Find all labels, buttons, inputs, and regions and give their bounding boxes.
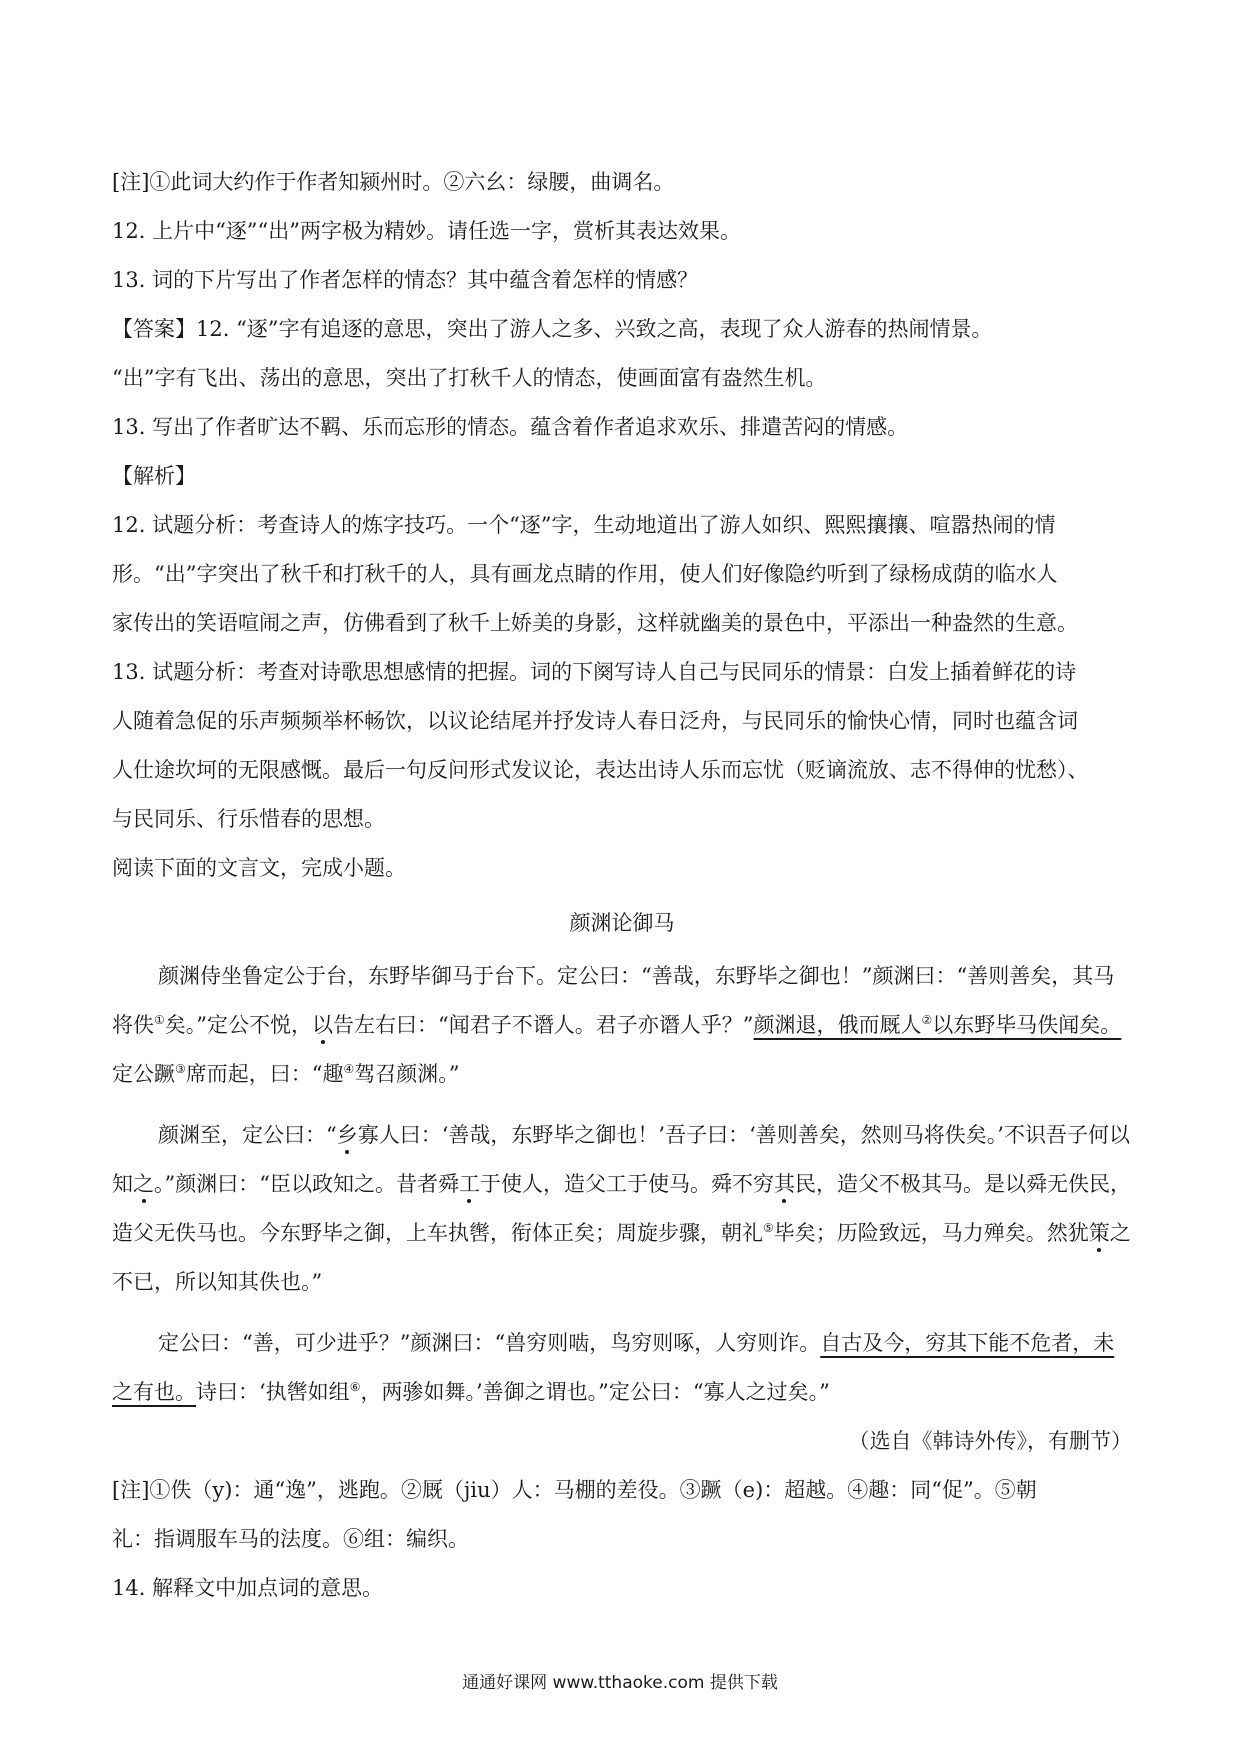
analysis-13-line: 人仕途坎坷的无限感慨。最后一句反问形式发议论，表达出诗人乐而忘忧（贬谪流放、志不得伸的忧愁）、: [112, 758, 1089, 782]
dotted-word: 以: [312, 1013, 334, 1037]
analysis-13-line: 与民同乐、行乐惜春的思想。: [112, 807, 385, 831]
analysis-12-line: 家传出的笑语喧闹之声，仿佛看到了秋千上娇美的身影，这样就幽美的景色中，平添出一种盎然的生意。: [112, 611, 1078, 635]
question-12: 12. 上片中“逐”“出”两字极为精妙。请任选一字，赏析其表达效果。: [112, 219, 742, 243]
passage-note-line1: [注]①佚（y)：通“逸”，逃跑。②厩（jiu）人：马棚的差役。③蹶（e)：超越。④趣：同“促”。⑤朝: [112, 1478, 1037, 1502]
passage-source: （选自《韩诗外传》，有删节）: [848, 1429, 1132, 1453]
answer-12-line1: 【答案】12. “逐”字有追逐的意思，突出了游人之多、兴致之高，表现了众人游春的热闹情景。: [112, 317, 993, 341]
passage-paragraph-2: 颜渊至，定公曰：“乡寡人曰：‘善哉，东野毕之御也！’吾子曰：‘善则善矣，然则马将佚矣。’不识吾子何以知之。”颜渊曰：“臣以政知之。昔者舜工于使人，造父工于使马。舜不穷其民，造父不极其马。是以舜无佚民，造父无佚马也。今东野毕之御，上车执辔，衔体正矣；周旋步骤，朝礼⑤毕矣；历险致远，马力殚矣。然犹策之不已，所以知其佚也。”: [112, 1123, 1131, 1294]
analysis-13-line: 13. 试题分析：考查对诗歌思想感情的把握。词的下阕写诗人自己与民同乐的情景：白发上插着鲜花的诗: [112, 660, 1077, 684]
footnote-ref: ③: [175, 1062, 186, 1076]
document-body: [112, 158, 1132, 1613]
dotted-word: 其: [773, 1172, 795, 1196]
passage-paragraph-1: 颜渊侍坐鲁定公于台，东野毕御马于台下。定公曰：“善哉，东野毕之御也！”颜渊曰：“善则善矣，其马将佚①矣。”定公不悦，以告左右曰：“闻君子不谮人。君子亦谮人乎？”颜渊退，俄而厩人②以东野毕马佚闻矣。定公蹶③席而起，曰：“趣④驾召颜渊。”: [112, 964, 1122, 1086]
underlined-sentence: 颜渊退，俄而厩人②以东野毕马佚闻矣。: [753, 1013, 1122, 1037]
footnote-ref: ⑤: [763, 1221, 774, 1235]
analysis-label: 【解析】: [112, 464, 196, 488]
page-footer: 通通好课网 www.tthaoke.com 提供下载: [462, 1673, 778, 1693]
footnote-ref: ⑥: [349, 1380, 361, 1394]
footnote-ref: ①: [154, 1013, 165, 1027]
question-13: 13. 词的下片写出了作者怎样的情态？其中蕴含着怎样的情感？: [112, 268, 699, 292]
passage-paragraph-3: 定公曰：“善，可少进乎？”颜渊曰：“兽穷则啮，鸟穷则啄，人穷则诈。自古及今，穷其下能不危者，未之有也。诗曰：‘执辔如组⑥，两骖如舞。’善御之谓也。”定公曰：“寡人之过矣。”: [112, 1331, 1115, 1404]
analysis-12-line: 形。“出”字突出了秋千和打秋千的人，具有画龙点睛的作用，使人们好像隐约听到了绿杨成荫的临水人: [112, 562, 1058, 586]
analysis-13-line: 人随着急促的乐声频频举杯畅饮，以议论结尾并抒发诗人春日泛舟，与民同乐的愉快心情，同时也蕴含词: [112, 709, 1078, 733]
underlined-sentence: 自古及今，穷其下能不危者，未之有也。: [112, 1331, 1115, 1404]
analysis-12-line: 12. 试题分析：考查诗人的炼字技巧。一个“逐”字，生动地道出了游人如织、熙熙攘攘、喧嚣热闹的情: [112, 513, 1056, 537]
dotted-word: 之: [133, 1172, 154, 1196]
passage-title: 颜渊论御马: [569, 911, 675, 935]
footnote-ref: ②: [921, 1013, 933, 1027]
passage-note-line2: 礼：指调服车马的法度。⑥组：编织。: [112, 1527, 469, 1551]
answer-13: 13. 写出了作者旷达不羁、乐而忘形的情态。蕴含着作者追求欢乐、排遣苦闷的情感。: [112, 415, 909, 439]
footnote-ref: ④: [343, 1062, 355, 1076]
dotted-word: 工: [458, 1172, 480, 1196]
note-line: [注]①此词大约作于作者知颍州时。②六幺：绿腰，曲调名。: [112, 170, 675, 194]
reading-intro: 阅读下面的文言文，完成小题。: [112, 856, 406, 880]
answer-12-line2: “出”字有飞出、荡出的意思，突出了打秋千人的情态，使画面富有盎然生机。: [112, 366, 827, 390]
question-14: 14. 解释文中加点词的意思。: [112, 1576, 384, 1600]
dotted-word: 策: [1088, 1221, 1110, 1245]
dotted-word: 乡: [336, 1123, 358, 1147]
